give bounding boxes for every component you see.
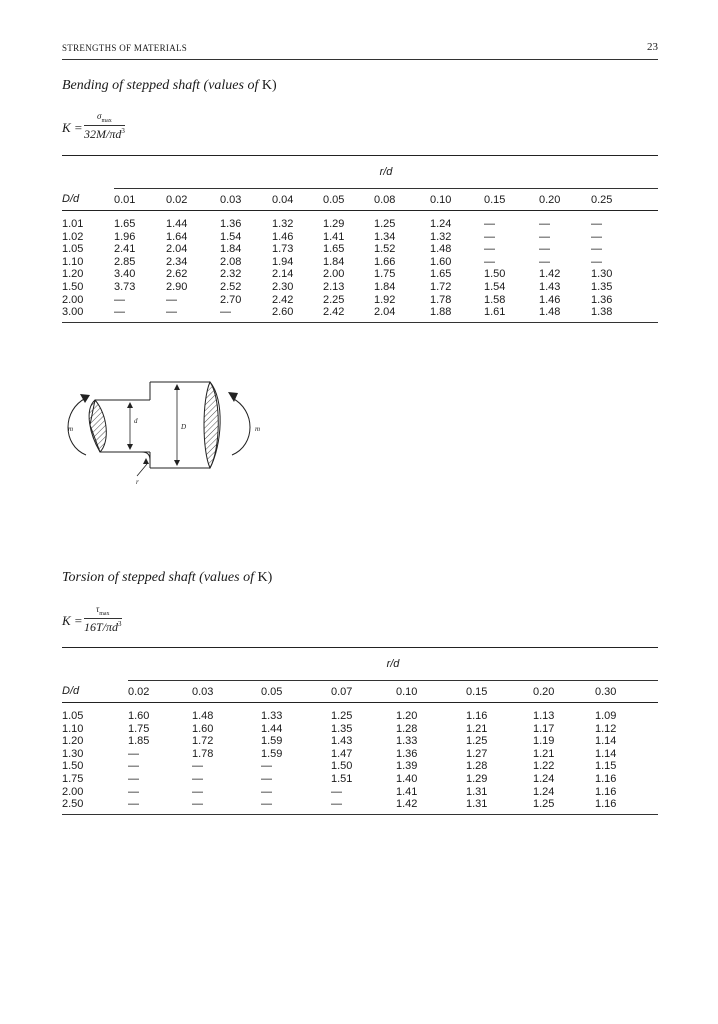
table-cell: 2.08	[220, 255, 242, 268]
formula-denominator: $32M/\pi d^3$	[84, 126, 125, 141]
table-cell: 1.27	[466, 747, 488, 760]
column-header: 0.07	[331, 681, 396, 703]
table-cell: 1.42	[396, 798, 466, 814]
row-label: 1.50	[62, 280, 84, 293]
table-cell: 1.16	[595, 772, 617, 785]
table-cell: 1.31	[466, 785, 488, 798]
column-header: 0.10	[396, 681, 466, 703]
table-cell: 1.34	[374, 230, 396, 243]
running-head: STRENGTHS OF MATERIALS	[62, 43, 188, 53]
table-cell: 1.09	[595, 710, 617, 722]
table-cell: 1.20	[396, 710, 418, 722]
column-header: 0.01	[114, 189, 166, 211]
table-cell: 1.35	[331, 722, 353, 735]
table-cell: 1.30	[591, 268, 613, 281]
row-label: 1.01	[62, 218, 84, 230]
table-cell: 1.59	[261, 735, 283, 748]
bending-title: Bending of stepped shaft (values of K)	[62, 78, 277, 93]
table-cell: 1.60	[128, 710, 150, 722]
table-cell: 2.90	[166, 280, 188, 293]
table-cell: 1.28	[466, 760, 488, 773]
table-cell: 1.60	[192, 722, 214, 735]
table-cell: 1.48	[192, 710, 214, 722]
table-cell: 1.72	[430, 280, 452, 293]
table-row	[62, 773, 658, 786]
table-cell: 1.47	[331, 747, 353, 760]
table-cell: 2.62	[166, 268, 188, 281]
table-row	[62, 231, 658, 244]
table-row	[62, 306, 658, 322]
table-cell: 1.38	[591, 306, 658, 322]
row-label: 1.02	[62, 230, 84, 243]
table-cell: 2.25	[323, 293, 345, 306]
table-row	[62, 760, 658, 773]
table-cell: 1.58	[484, 293, 506, 306]
table-cell: 1.16	[595, 798, 658, 814]
table-cell: 1.78	[192, 747, 214, 760]
formula-lhs: K =	[62, 120, 83, 135]
table-cell: 1.54	[220, 230, 242, 243]
column-header: 0.20	[539, 189, 591, 211]
table-cell: —	[331, 798, 396, 814]
torsion-k-table	[62, 647, 658, 815]
formula-lhs: K =	[62, 613, 83, 628]
table-cell: 1.29	[466, 772, 488, 785]
bending-k-table	[62, 155, 658, 323]
table-cell: —	[539, 230, 550, 243]
table-cell: 1.24	[533, 772, 555, 785]
table-cell: —	[220, 306, 272, 322]
column-header: 0.05	[261, 681, 331, 703]
column-header: 0.15	[466, 681, 533, 703]
row-label: 1.10	[62, 255, 84, 268]
table-cell: 1.75	[128, 722, 150, 735]
table-cell: 1.41	[323, 230, 345, 243]
table-cell: 1.85	[128, 735, 150, 748]
table-cell: 1.14	[595, 747, 617, 760]
table-row	[62, 748, 658, 761]
table-cell: —	[539, 255, 550, 268]
table-cell: 1.31	[466, 798, 533, 814]
row-label: 1.20	[62, 735, 84, 748]
table-cell: —	[192, 798, 261, 814]
table-cell: 1.14	[595, 735, 617, 748]
row-label: 1.05	[62, 243, 84, 256]
torsion-formula	[62, 604, 182, 642]
table-row	[62, 256, 658, 269]
bending-formula	[62, 111, 182, 149]
table-cell: —	[192, 760, 203, 773]
table-cell: 1.32	[272, 218, 294, 230]
table-row	[62, 268, 658, 281]
row-label: 1.20	[62, 268, 84, 281]
table-cell: 1.16	[595, 785, 617, 798]
table-cell: 1.43	[539, 280, 561, 293]
row-label: 1.30	[62, 747, 84, 760]
table-cell: —	[192, 772, 203, 785]
table-row	[62, 786, 658, 799]
table-cell: 1.25	[466, 735, 488, 748]
table-cell: 1.54	[484, 280, 506, 293]
table-cell: 1.48	[539, 306, 591, 322]
table-cell: 1.32	[430, 230, 452, 243]
table-cell: —	[128, 747, 139, 760]
table-cell: 1.52	[374, 243, 396, 256]
table-cell: 1.72	[192, 735, 214, 748]
table-cell: —	[192, 785, 203, 798]
column-header: 0.03	[192, 681, 261, 703]
table-cell: —	[166, 293, 177, 306]
table-cell: 1.36	[220, 218, 242, 230]
table-cell: 1.60	[430, 255, 452, 268]
row-label: 1.10	[62, 722, 84, 735]
table-cell: 2.13	[323, 280, 345, 293]
table-cell: —	[331, 785, 342, 798]
table-cell: —	[591, 243, 602, 256]
table-cell: 1.50	[331, 760, 353, 773]
column-header: 0.03	[220, 189, 272, 211]
table-cell: 1.75	[374, 268, 396, 281]
table-cell: —	[128, 785, 139, 798]
table-cell: —	[591, 230, 602, 243]
small-diameter-label: d	[134, 417, 138, 425]
table-row	[62, 211, 658, 231]
torsion-title: Torsion of stepped shaft (values of K)	[62, 570, 273, 585]
table-cell: 2.42	[272, 293, 294, 306]
row-label: 3.00	[62, 306, 114, 322]
right-section-hatch	[204, 382, 218, 468]
table-cell: 1.46	[539, 293, 561, 306]
table-cell: 1.25	[533, 798, 595, 814]
formula-fraction	[84, 111, 125, 142]
table-cell: 1.65	[323, 243, 345, 256]
table-cell: 1.13	[533, 710, 555, 722]
column-header: 0.05	[323, 189, 374, 211]
table-cell: 1.61	[484, 306, 539, 322]
formula-numerator: $\sigma_{max}$	[97, 111, 112, 124]
column-header: 0.04	[272, 189, 323, 211]
table-cell: 1.66	[374, 255, 396, 268]
group-header: r/d	[128, 648, 658, 681]
row-header: D/d	[62, 189, 114, 211]
table-cell: 2.41	[114, 243, 136, 256]
table-row	[62, 243, 658, 256]
table-row	[62, 294, 658, 307]
table-row	[62, 703, 658, 723]
formula-numerator: $\tau_{max}$	[95, 604, 110, 617]
table-cell: 2.70	[220, 293, 242, 306]
row-label: 1.50	[62, 760, 84, 773]
table-cell: —	[484, 255, 495, 268]
stepped-shaft-diagram	[60, 380, 280, 490]
column-header: 0.08	[374, 189, 430, 211]
header-rule	[62, 59, 658, 60]
page-header	[62, 41, 658, 59]
table-cell: 2.14	[272, 268, 294, 281]
table-cell: 3.40	[114, 268, 136, 281]
table-cell: —	[484, 218, 495, 230]
table-cell: 1.64	[166, 230, 188, 243]
table-cell: 1.84	[220, 243, 242, 256]
table-cell: 1.41	[396, 785, 418, 798]
formula-denominator: $16T/\pi d^3$	[84, 619, 122, 634]
row-label: 1.75	[62, 772, 84, 785]
table-cell: 1.40	[396, 772, 418, 785]
table-cell: 1.73	[272, 243, 294, 256]
table-cell: —	[261, 760, 272, 773]
table-cell: 1.36	[396, 747, 418, 760]
row-label: 2.50	[62, 798, 128, 814]
table-cell: 2.04	[166, 243, 188, 256]
page-number: 23	[647, 41, 658, 53]
column-header: 0.02	[128, 681, 192, 703]
table-cell: 1.25	[374, 218, 396, 230]
column-header: 0.20	[533, 681, 595, 703]
table-cell: 2.52	[220, 280, 242, 293]
table-cell: —	[128, 760, 139, 773]
table-cell: 2.00	[323, 268, 345, 281]
table-row	[62, 735, 658, 748]
table-cell: 1.96	[114, 230, 136, 243]
large-diameter-label: D	[181, 423, 187, 431]
table-cell: 2.34	[166, 255, 188, 268]
column-header: 0.10	[430, 189, 484, 211]
table-cell: 1.19	[533, 735, 555, 748]
table-cell: —	[591, 255, 602, 268]
table-cell: 1.88	[430, 306, 484, 322]
table-cell: 3.73	[114, 280, 136, 293]
table-cell: 1.59	[261, 747, 283, 760]
table-cell: 1.48	[430, 243, 452, 256]
table-cell: —	[591, 218, 602, 230]
table-cell: 1.21	[533, 747, 555, 760]
row-header: D/d	[62, 681, 128, 703]
row-label: 1.05	[62, 710, 84, 722]
table-cell: 1.16	[466, 710, 488, 722]
table-cell: 1.36	[591, 293, 613, 306]
table-cell: 1.33	[396, 735, 418, 748]
table-row	[62, 723, 658, 736]
table-cell: 1.22	[533, 760, 555, 773]
table-cell: —	[166, 306, 220, 322]
table-cell: 1.39	[396, 760, 418, 773]
column-header: 0.02	[166, 189, 220, 211]
table-cell: 1.84	[323, 255, 345, 268]
table-cell: —	[261, 785, 272, 798]
row-label: 2.00	[62, 293, 84, 306]
table-cell: 1.24	[430, 218, 452, 230]
column-header: 0.15	[484, 189, 539, 211]
moment-label-left: m	[68, 425, 74, 433]
table-cell: 2.60	[272, 306, 323, 322]
table-cell: 1.78	[430, 293, 452, 306]
formula-fraction	[84, 604, 122, 635]
group-header: r/d	[114, 156, 658, 189]
table-cell: —	[128, 798, 192, 814]
table-cell: 1.44	[261, 722, 283, 735]
table-row	[62, 798, 658, 814]
table-cell: —	[261, 772, 272, 785]
table-cell: —	[539, 243, 550, 256]
table-cell: 1.24	[533, 785, 555, 798]
table-cell: —	[539, 218, 550, 230]
column-header: 0.30	[595, 681, 658, 703]
table-cell: 1.44	[166, 218, 188, 230]
table-cell: 1.43	[331, 735, 353, 748]
table-cell: 2.30	[272, 280, 294, 293]
table-cell: 2.85	[114, 255, 136, 268]
table-cell: 1.84	[374, 280, 396, 293]
table-cell: 1.17	[533, 722, 555, 735]
table-cell: 2.42	[323, 306, 374, 322]
table-cell: 1.28	[396, 722, 418, 735]
table-cell: —	[484, 243, 495, 256]
table-cell: 1.51	[331, 772, 353, 785]
table-cell: 1.94	[272, 255, 294, 268]
table-cell: 1.33	[261, 710, 283, 722]
table-cell: —	[484, 230, 495, 243]
fillet-radius-label: r	[136, 478, 139, 486]
table-cell: 1.35	[591, 280, 613, 293]
table-cell: —	[114, 306, 166, 322]
table-cell: 1.12	[595, 722, 617, 735]
table-cell: 2.32	[220, 268, 242, 281]
table-cell: 1.25	[331, 710, 353, 722]
table-cell: —	[128, 772, 139, 785]
table-cell: 1.46	[272, 230, 294, 243]
table-cell: 1.15	[595, 760, 617, 773]
table-row	[62, 281, 658, 294]
row-label: 2.00	[62, 785, 84, 798]
table-cell: —	[261, 798, 331, 814]
table-cell: —	[114, 293, 125, 306]
table-cell: 1.92	[374, 293, 396, 306]
table-cell: 1.65	[114, 218, 136, 230]
table-cell: 1.21	[466, 722, 488, 735]
table-cell: 2.04	[374, 306, 430, 322]
moment-label-right: m	[255, 425, 261, 433]
column-header: 0.25	[591, 189, 658, 211]
table-cell: 1.50	[484, 268, 506, 281]
table-cell: 1.42	[539, 268, 561, 281]
left-section-hatch	[89, 400, 106, 452]
table-cell: 1.29	[323, 218, 345, 230]
table-cell: 1.65	[430, 268, 452, 281]
